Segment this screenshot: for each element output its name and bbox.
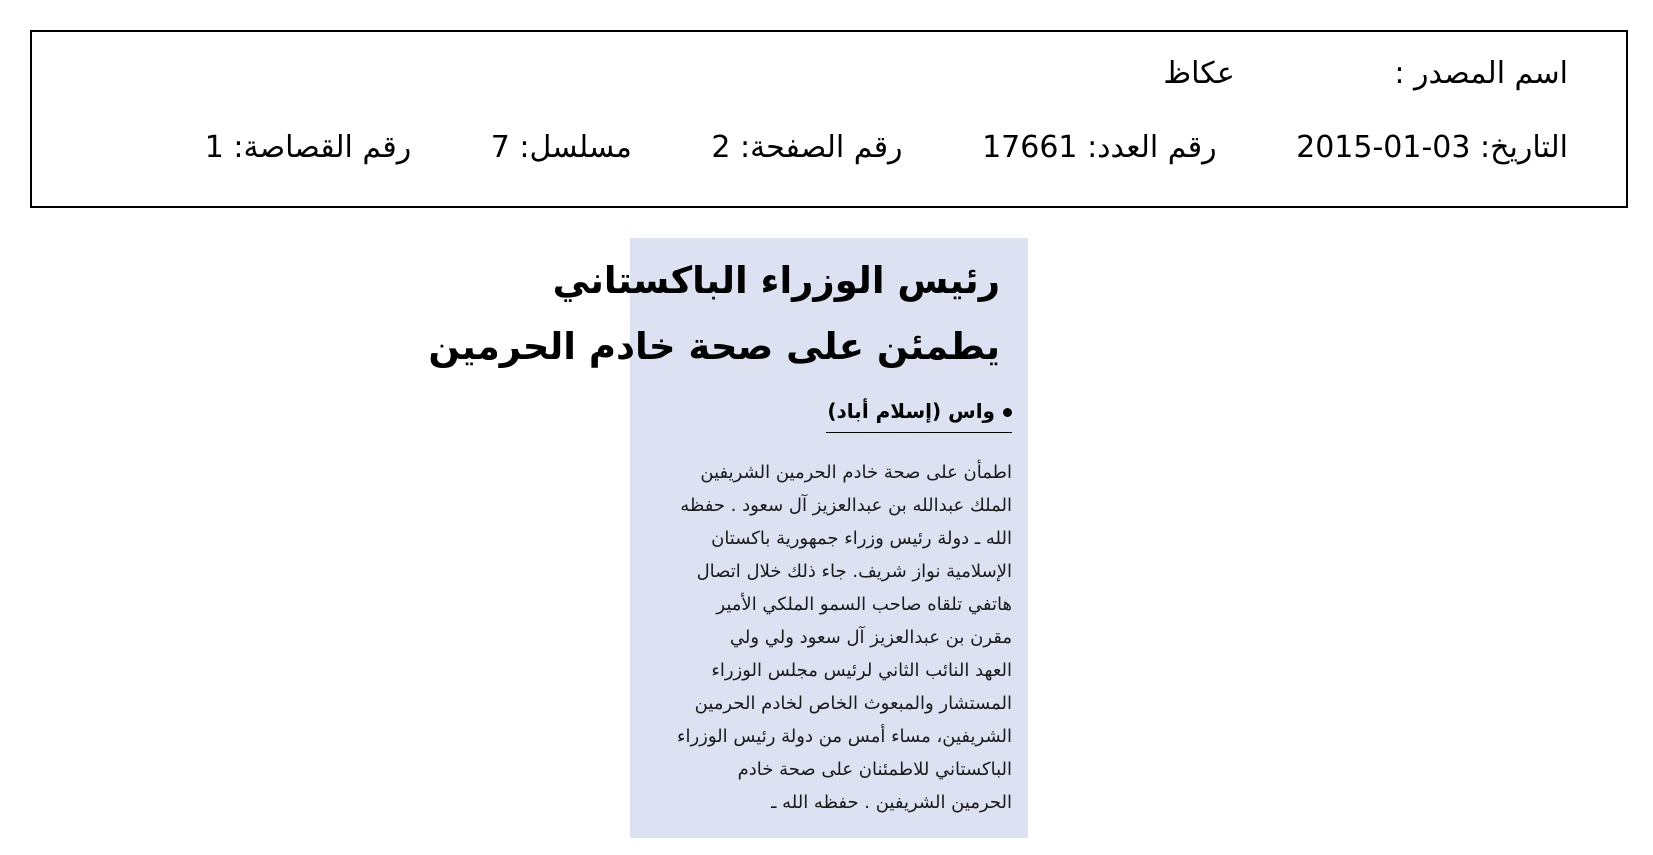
- article-body: [642, 456, 1012, 819]
- byline-text: واس (إسلام أباد): [827, 399, 995, 423]
- date-label: التاريخ:: [1480, 130, 1568, 165]
- body-line: الملك عبدالله بن عبدالعزيز آل سعود . حفظه: [680, 495, 1012, 516]
- body-line: الإسلامية نواز شريف. جاء ذلك خلال اتصال: [696, 561, 1012, 582]
- body-line: الباكستاني للاطمئنان على صحة خادم: [737, 759, 1012, 780]
- newspaper-clipping: [428, 238, 1028, 838]
- body-line: اطمأن على صحة خادم الحرمين الشريفين: [700, 462, 1012, 483]
- source-label: اسم المصدر :: [1394, 56, 1568, 91]
- body-line: الحرمين الشريفين . حفظه الله ـ: [771, 792, 1012, 813]
- body-line: هاتفي تلقاه صاحب السمو الملكي الأمير: [716, 594, 1012, 615]
- serial-label: مسلسل:: [519, 130, 632, 165]
- source-value: عكاظ: [1163, 56, 1235, 91]
- body-line: المستشار والمبعوث الخاص لخادم الحرمين: [694, 693, 1012, 714]
- serial-value: 7: [490, 130, 510, 165]
- body-line: العهد النائب الثاني لرئيس مجلس الوزراء: [711, 660, 1012, 681]
- issue-value: 17661: [982, 130, 1078, 165]
- issue-label: رقم العدد:: [1087, 130, 1217, 165]
- headline-line: رئيس الوزراء الباكستاني: [552, 259, 1000, 302]
- body-line: الله ـ دولة رئيس وزراء جمهورية باكستان: [711, 528, 1012, 549]
- body-line: مقرن بن عبدالعزيز آل سعود ولي ولي: [729, 627, 1012, 648]
- body-line: الشريفين، مساء أمس من دولة رئيس الوزراء: [676, 726, 1012, 747]
- article-headline: [428, 248, 1000, 380]
- source-line: [1163, 56, 1568, 92]
- bullet-icon: [1003, 408, 1012, 417]
- page-label: رقم الصفحة:: [739, 130, 903, 165]
- metadata-line: [205, 130, 1568, 166]
- headline-line: يطمئن على صحة خادم الحرمين: [428, 325, 1000, 368]
- article-byline: [826, 396, 1012, 433]
- clipping-info-box: [30, 30, 1628, 208]
- clip-number-value: 1: [204, 130, 224, 165]
- date-value: 2015-01-03: [1296, 130, 1471, 165]
- clip-number-label: رقم القصاصة:: [233, 130, 412, 165]
- page-value: 2: [711, 130, 731, 165]
